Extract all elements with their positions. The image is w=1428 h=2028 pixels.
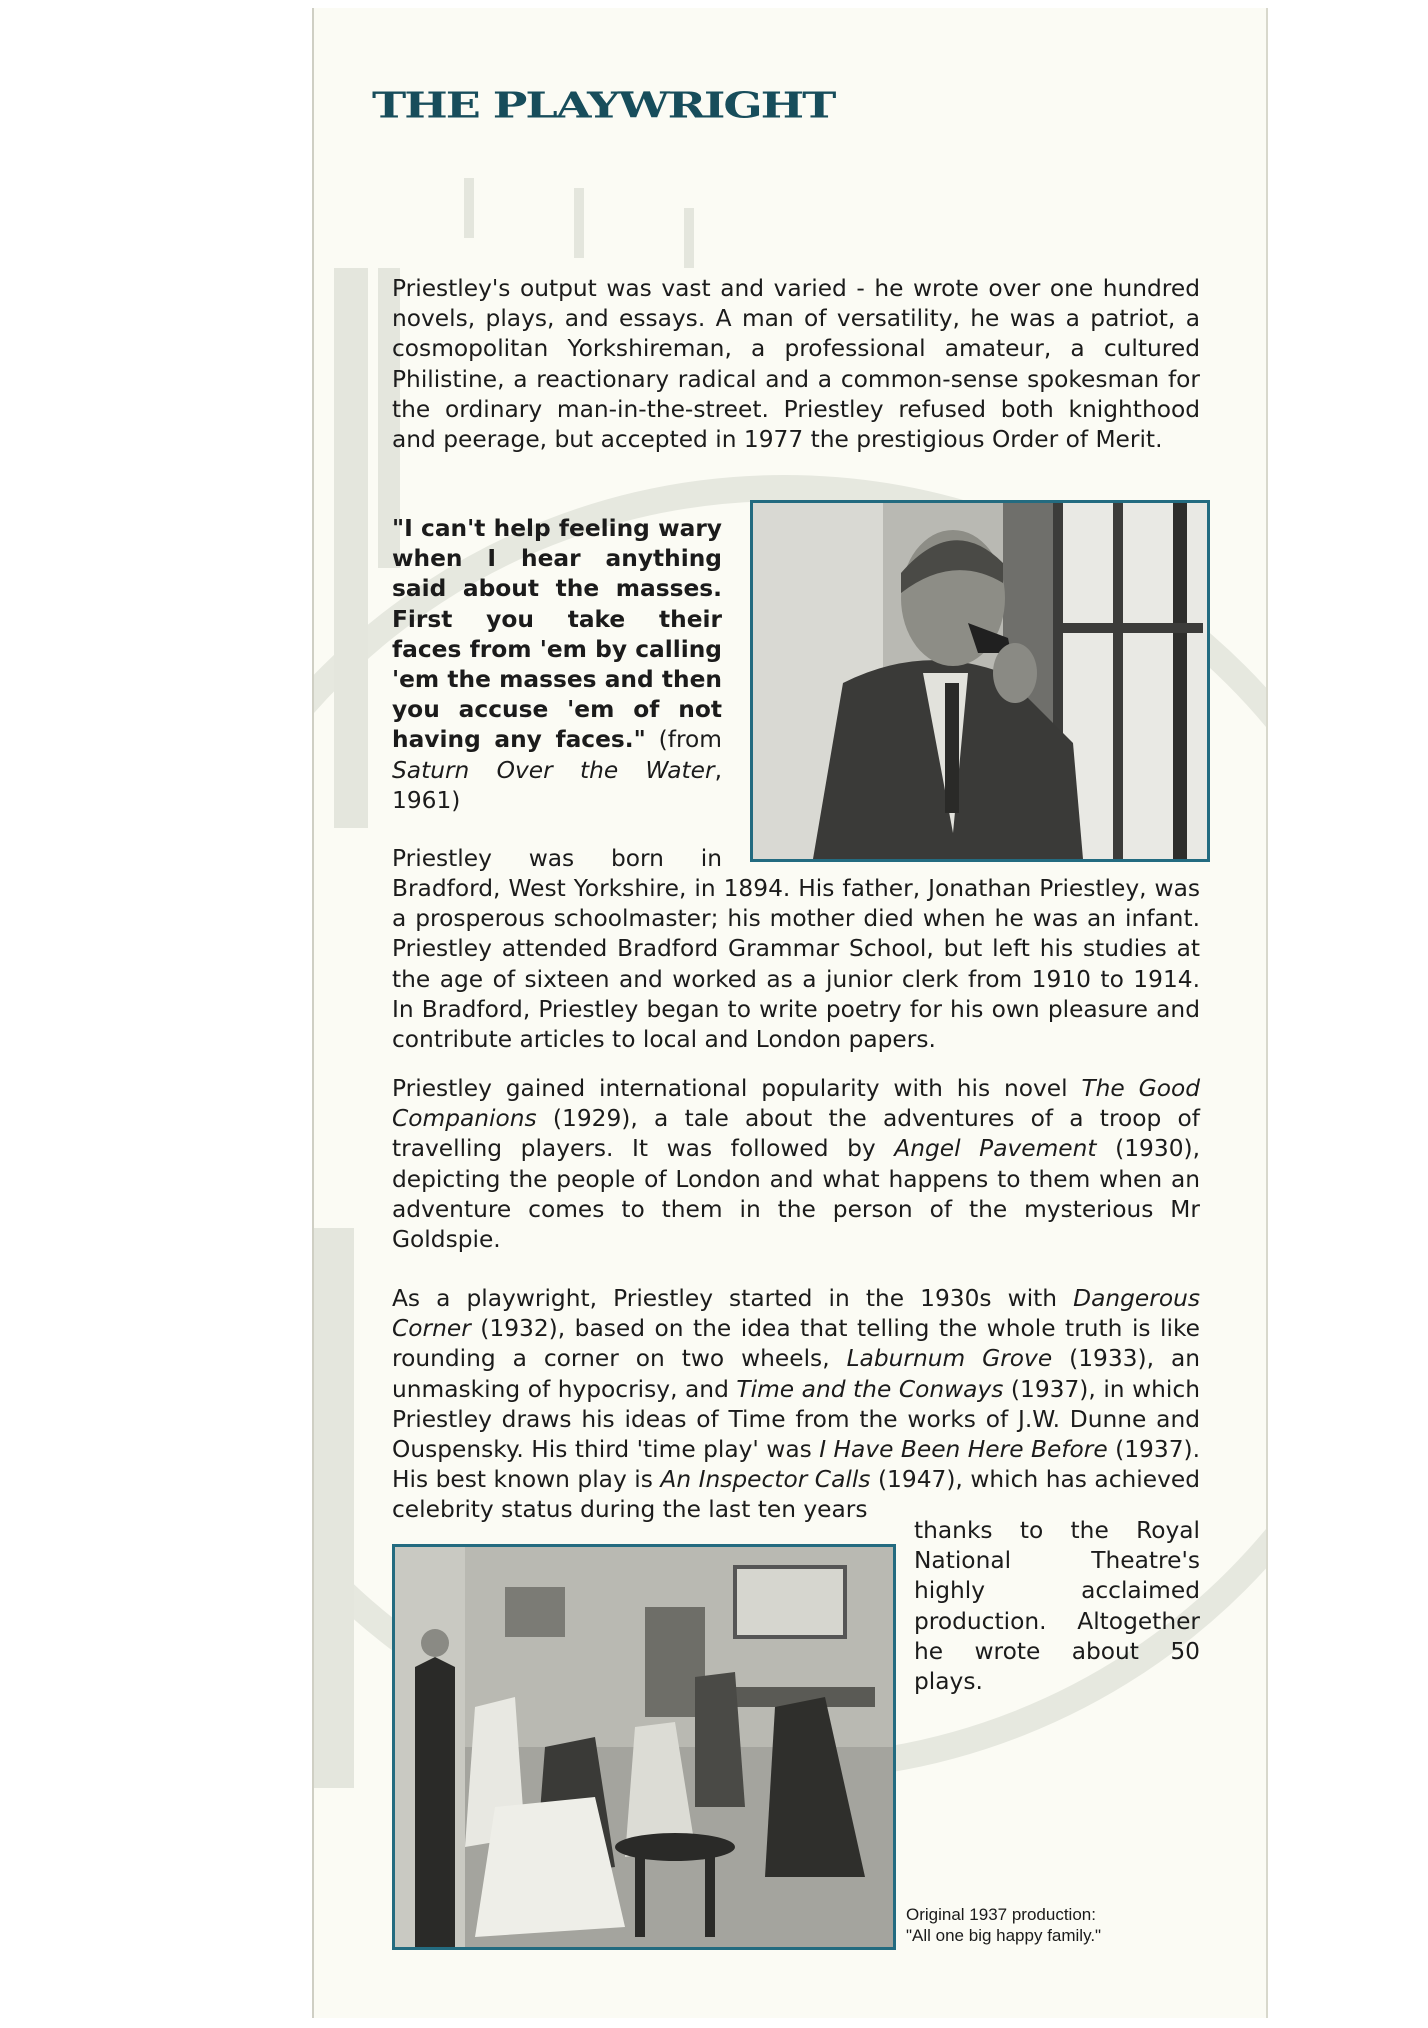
text-run: (1932), based on the idea that telling the whole truth is like rounding a corner on two wheels, [392, 1315, 1200, 1373]
work-title: Dangerous Corner [392, 1285, 1200, 1343]
work-title: The Good Companions [392, 1075, 1200, 1133]
novels-paragraph [392, 1074, 1200, 1255]
stage-scene-image [395, 1547, 893, 1947]
birth-paragraph-lead: Priestley was born in [392, 845, 722, 872]
pull-quote [392, 514, 722, 816]
man-with-pipe-image [753, 503, 1207, 859]
work-title: Time and the Conways [736, 1375, 1004, 1403]
national-theatre-paragraph: thanks to the Royal National Theatre's highly acclaimed production. Altogether he wrote about 50 plays. [914, 1517, 1200, 1696]
programme-page [312, 8, 1268, 2018]
caption-line-2: "All one big happy family." [906, 1926, 1102, 1945]
work-title: Angel Pavement [894, 1135, 1097, 1163]
text-run: (1929), a tale about the adventures of a troop of travelling players. It was followed by [392, 1105, 1200, 1163]
text-run: (1930), depicting the people of London and what happens to them when an adventure comes to them in the person of the mysterious Mr Goldspie. [392, 1135, 1201, 1254]
text-run: (1937). His best known play is [392, 1436, 1201, 1494]
section-title: THE PLAYWRIGHT [372, 84, 835, 127]
quote-text: "I can't help feeling wary when I hear anything said about the masses. First you take their faces from 'em by calling 'em the masses and then you accuse 'em of not having any faces." [392, 515, 722, 754]
text-run: As a playwright, Priestley started in the 1930s with [392, 1285, 1074, 1312]
birth-paragraph: Bradford, West Yorkshire, in 1894. His father, Jonathan Priestley, was a prosperous schoolmaster; his mother died when he was an infant. Priestley attended Bradford Grammar School, but left his studies at the age of sixteen and worked as a junior clerk from 1910 to 1914. In Bradford, Priestley began to write poetry for his own pleasure and contribute articles to local and London papers. [392, 875, 1200, 1054]
caption-line-1: Original 1937 production: [906, 1905, 1096, 1924]
quote-source-prefix: (from [645, 726, 722, 754]
production-photo [392, 1544, 896, 1950]
text-run: Priestley gained international popularity with his novel [392, 1075, 1082, 1102]
quote-source-title: Saturn Over the Water [392, 756, 715, 784]
work-title: I Have Been Here Before [819, 1436, 1108, 1464]
intro-paragraph: Priestley's output was vast and varied - he wrote over one hundred novels, plays, and essays. A man of versatility, he was a patriot, a cosmopolitan Yorkshireman, a professional amateur, a cultured Philistine, a reactionary radical and a common-sense spokesman for the ordinary man-in-the-street. Priestley refused both knighthood and peerage, but accepted in 1977 the prestigious Order of Merit. [392, 275, 1200, 454]
priestley-portrait-photo [750, 500, 1210, 862]
photo-caption [906, 1904, 1206, 1946]
quote-source-suffix: , 1961) [392, 756, 722, 814]
text-run: (1947), which has achieved celebrity status during the last ten years [392, 1466, 1201, 1524]
plays-paragraph [392, 1284, 1200, 1526]
text-run: (1933), an unmasking of hypocrisy, and [392, 1345, 1200, 1403]
text-run: (1937), in which Priestley draws his ideas of Time from the works of J.W. Dunne and Ouspensky. His third 'time play' was [392, 1375, 1200, 1464]
work-title: Laburnum Grove [846, 1345, 1053, 1373]
work-title: An Inspector Calls [660, 1466, 871, 1494]
